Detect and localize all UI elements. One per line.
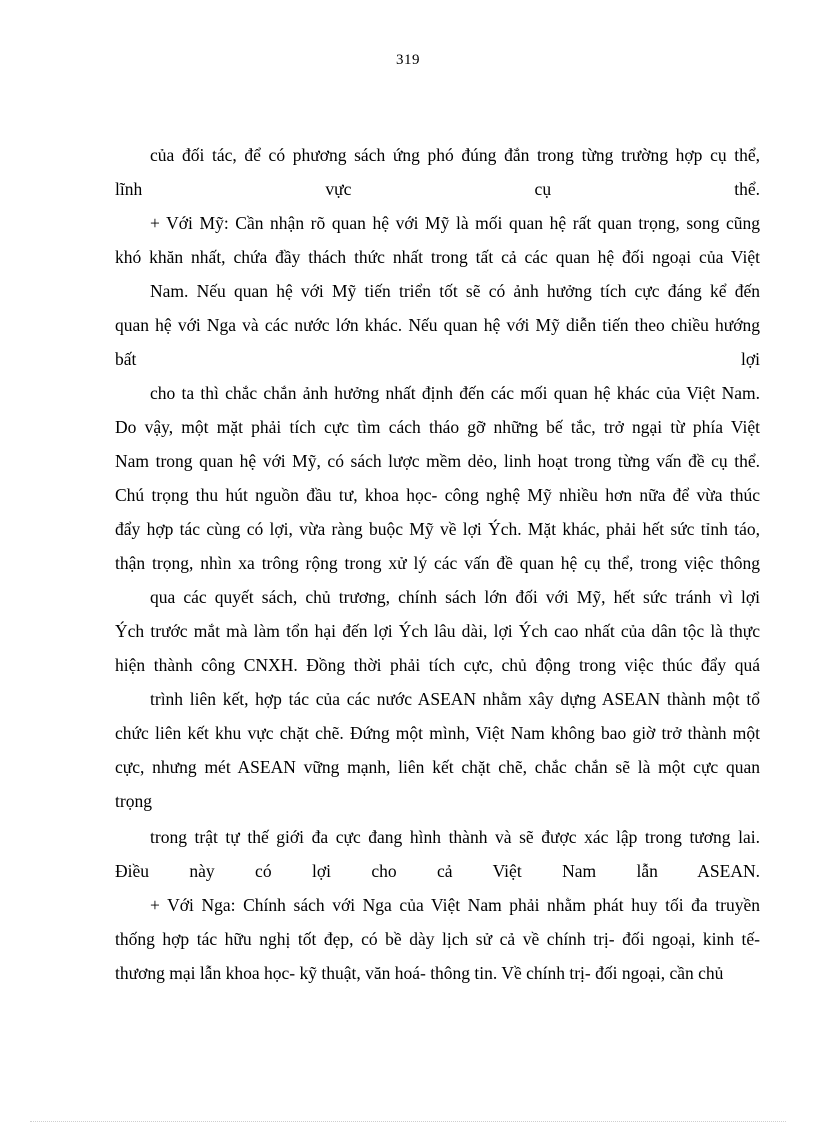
text-line: + Với Mỹ: Cần nhận rõ quan hệ với Mỹ là mối quan hệ rất quan trọng, song cũng — [150, 213, 760, 233]
text-line: trọng — [115, 791, 152, 811]
text-line: bất lợi — [115, 349, 760, 369]
text-line: đẩy hợp tác cùng có lợi, vừa ràng buộc Mỹ về lợi Ých. Mặt khác, phải hết sức tỉnh táo, — [115, 519, 760, 539]
text-line: trong trật tự thế giới đa cực đang hình thành và sẽ được xác lập trong tương lai. — [150, 827, 760, 847]
text-line: Nam trong quan hệ với Mỹ, có sách lược mềm dẻo, linh hoạt trong từng vấn đề cụ thể. — [115, 451, 760, 471]
page-number: 319 — [396, 52, 420, 68]
text-line: Nam. Nếu quan hệ với Mỹ tiến triển tốt sẽ có ảnh hưởng tích cực đáng kể đến — [150, 281, 760, 301]
text-line: qua các quyết sách, chủ trương, chính sách lớn đối với Mỹ, hết sức tránh vì lợi — [150, 587, 760, 607]
text-line: trình liên kết, hợp tác của các nước ASEAN nhằm xây dựng ASEAN thành một tổ — [150, 689, 760, 709]
page-bottom-rule — [30, 1121, 786, 1122]
text-line: thống hợp tác hữu nghị tốt đẹp, có bề dày lịch sử cả về chính trị- đối ngoại, kinh tế- — [115, 929, 760, 949]
text-line: quan hệ với Nga và các nước lớn khác. Nếu quan hệ với Mỹ diễn tiến theo chiều hướng — [115, 315, 760, 335]
text-line: của đối tác, để có phương sách ứng phó đúng đắn trong từng trường hợp cụ thể, — [150, 145, 760, 165]
text-line: lĩnh vực cụ thể. — [115, 179, 760, 199]
text-line: Điều này có lợi cho cả Việt Nam lẫn ASEAN. — [115, 861, 760, 881]
text-line: hiện thành công CNXH. Đồng thời phải tích cực, chủ động trong việc thúc đẩy quá — [115, 655, 760, 675]
text-line: khó khăn nhất, chứa đầy thách thức nhất trong tất cả các quan hệ đối ngoại của Việt — [115, 247, 760, 267]
text-line: Chú trọng thu hút nguồn đầu tư, khoa học- công nghệ Mỹ nhiều hơn nữa để vừa thúc — [115, 485, 760, 505]
text-line: thận trọng, nhìn xa trông rộng trong xử lý các vấn đề quan hệ cụ thể, trong việc thông — [115, 553, 760, 573]
text-line: chức liên kết khu vực chặt chẽ. Đứng một mình, Việt Nam không bao giờ trở thành một — [115, 723, 760, 743]
text-line: Ých trước mắt mà làm tổn hại đến lợi Ých lâu dài, lợi Ých cao nhất của dân tộc là thực — [115, 621, 760, 641]
text-line: Do vậy, một mặt phải tích cực tìm cách tháo gỡ những bế tắc, trở ngại từ phía Việt — [115, 417, 760, 437]
text-line: thương mại lẫn khoa học- kỹ thuật, văn hoá- thông tin. Về chính trị- đối ngoại, cần chủ — [115, 963, 724, 983]
text-line: + Với Nga: Chính sách với Nga của Việt Nam phải nhằm phát huy tối đa truyền — [150, 895, 760, 915]
text-line: cực, nhưng mét ASEAN vững mạnh, liên kết chặt chẽ, chắc chắn sẽ là một cực quan — [115, 757, 760, 777]
text-line: cho ta thì chắc chắn ảnh hưởng nhất định đến các mối quan hệ khác của Việt Nam. — [150, 383, 760, 403]
